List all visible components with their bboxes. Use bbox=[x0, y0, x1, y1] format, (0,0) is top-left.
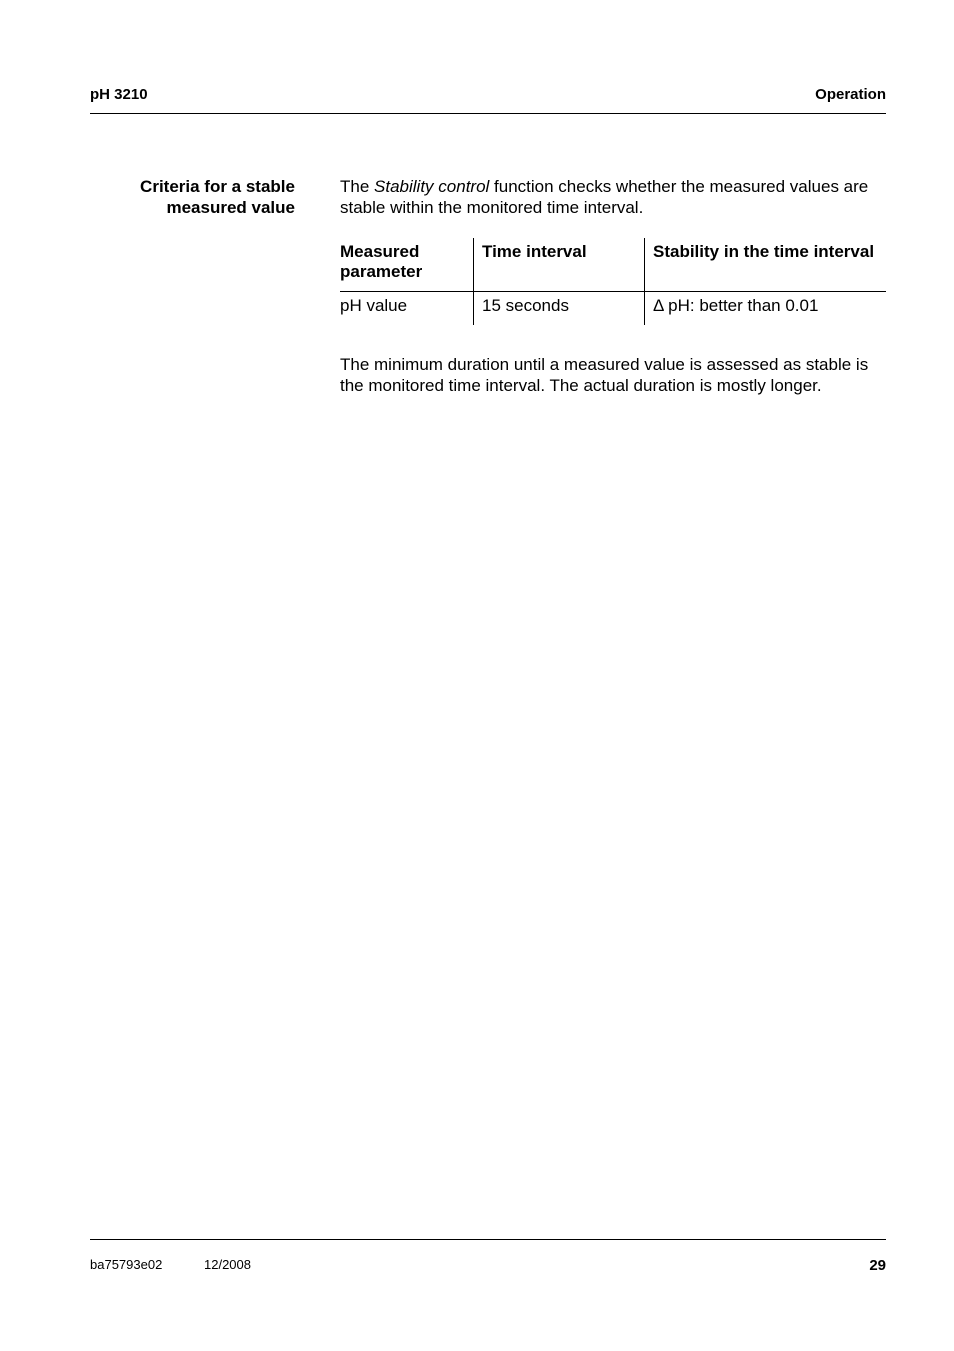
column-header: Time interval bbox=[474, 238, 645, 292]
section-name: Operation bbox=[815, 86, 886, 103]
table-cell: Δ pH: better than 0.01 bbox=[645, 292, 887, 326]
table-header-row bbox=[340, 238, 886, 292]
table-cell: pH value bbox=[340, 296, 408, 315]
page-number: 29 bbox=[869, 1257, 886, 1274]
page-header bbox=[90, 86, 886, 114]
table-cell: 15 seconds bbox=[474, 292, 645, 326]
intro-emphasis: Stability control bbox=[374, 177, 490, 196]
stability-criteria-table bbox=[340, 238, 886, 325]
page-footer bbox=[90, 1239, 886, 1274]
product-name: pH 3210 bbox=[90, 86, 148, 103]
side-heading-line-1: Criteria for a stable bbox=[140, 177, 295, 196]
document-date: 12/2008 bbox=[204, 1257, 251, 1272]
side-heading-line-2: measured value bbox=[166, 198, 295, 217]
document-id: ba75793e02 bbox=[90, 1257, 163, 1272]
intro-text-before: The bbox=[340, 177, 375, 196]
outro-paragraph: The minimum duration until a measured value is assessed as stable is the monitored time interval. The actual duration is mostly longer. bbox=[340, 355, 869, 395]
table-row bbox=[340, 292, 886, 326]
intro-text-after: function checks whether the measured values are stable within the monitored time interval. bbox=[340, 177, 869, 217]
column-header: Measured parameter bbox=[340, 238, 474, 292]
intro-paragraph bbox=[340, 176, 886, 218]
column-header: Stability in the time interval bbox=[645, 238, 887, 292]
side-heading bbox=[90, 176, 295, 218]
main-content bbox=[340, 176, 886, 396]
